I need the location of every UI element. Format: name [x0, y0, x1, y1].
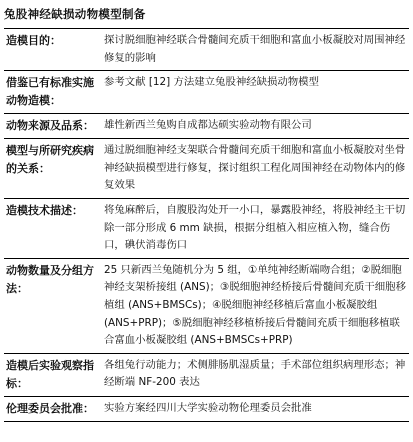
table-row	[4, 139, 409, 199]
row-label-purpose: 造模目的：	[6, 34, 61, 47]
row-value-animal-source: 雄性新西兰兔购自成都达硕实验动物有限公司	[98, 114, 409, 139]
row-label-ethics: 伦理委员会批准：	[4, 396, 98, 421]
table-row	[4, 29, 409, 71]
row-label-animal-source: 动物来源及品系：	[4, 114, 98, 139]
row-label-technique: 造模技术描述：	[4, 198, 98, 258]
model-info-table	[4, 28, 409, 422]
table-row	[4, 353, 409, 396]
document-title: 兔股神经缺损动物模型制备	[4, 7, 146, 21]
row-value-technique: 将兔麻醉后，自腹股沟处开一小口，暴露股神经，将股神经主干切除一部分形成 6 mm 缺损，根据分组植入相应植入物，缝合伤口，碘伏消毒伤口	[98, 198, 409, 258]
table-row	[4, 71, 409, 114]
row-value-observation: 各组兔行动能力；术侧腓肠肌湿质量；手术部位组织病理形态；神经断端 NF-200 表达	[98, 353, 409, 396]
row-value-purpose: 探讨脱细胞神经联合骨髓间充质干细胞和富血小板凝胶对周围神经修复的影响	[104, 34, 406, 64]
table-row	[4, 396, 409, 421]
row-label-grouping: 动物数量及分组方法：	[4, 258, 98, 353]
table-row	[4, 198, 409, 258]
row-label-disease-relation: 模型与所研究疾病的关系：	[4, 139, 98, 199]
table-row	[4, 258, 409, 353]
row-label-observation: 造模后实验观察指标：	[4, 353, 98, 396]
row-value-ethics: 实验方案经四川大学实验动物伦理委员会批准	[98, 396, 409, 421]
table-row	[4, 114, 409, 139]
row-value-disease-relation: 通过脱细胞神经支架联合骨髓间充质干细胞和富血小板凝胶对坐骨神经缺损模型进行修复，探讨组织工程化周围神经在动物体内的修复效果	[98, 139, 409, 199]
row-value-grouping: 25 只新西兰兔随机分为 5 组，①单纯神经断端吻合组；②脱细胞神经支架桥接组 (ANS)；③脱细胞神经桥接后骨髓间充质干细胞移植组 (ANS+BMSCs)；④脱细胞神经移植后富血小板凝胶组 (ANS+PRP)；⑤脱细胞神经移植桥接后骨髓间充质干细胞移植联合富血小板凝胶组 (ANS+BMSCs+PRP)	[98, 258, 409, 353]
row-value-reference-standard: 参考文献 [12] 方法建立兔股神经缺损动物模型	[98, 71, 409, 114]
row-label-reference-standard: 借鉴已有标准实施动物造模：	[4, 71, 98, 114]
